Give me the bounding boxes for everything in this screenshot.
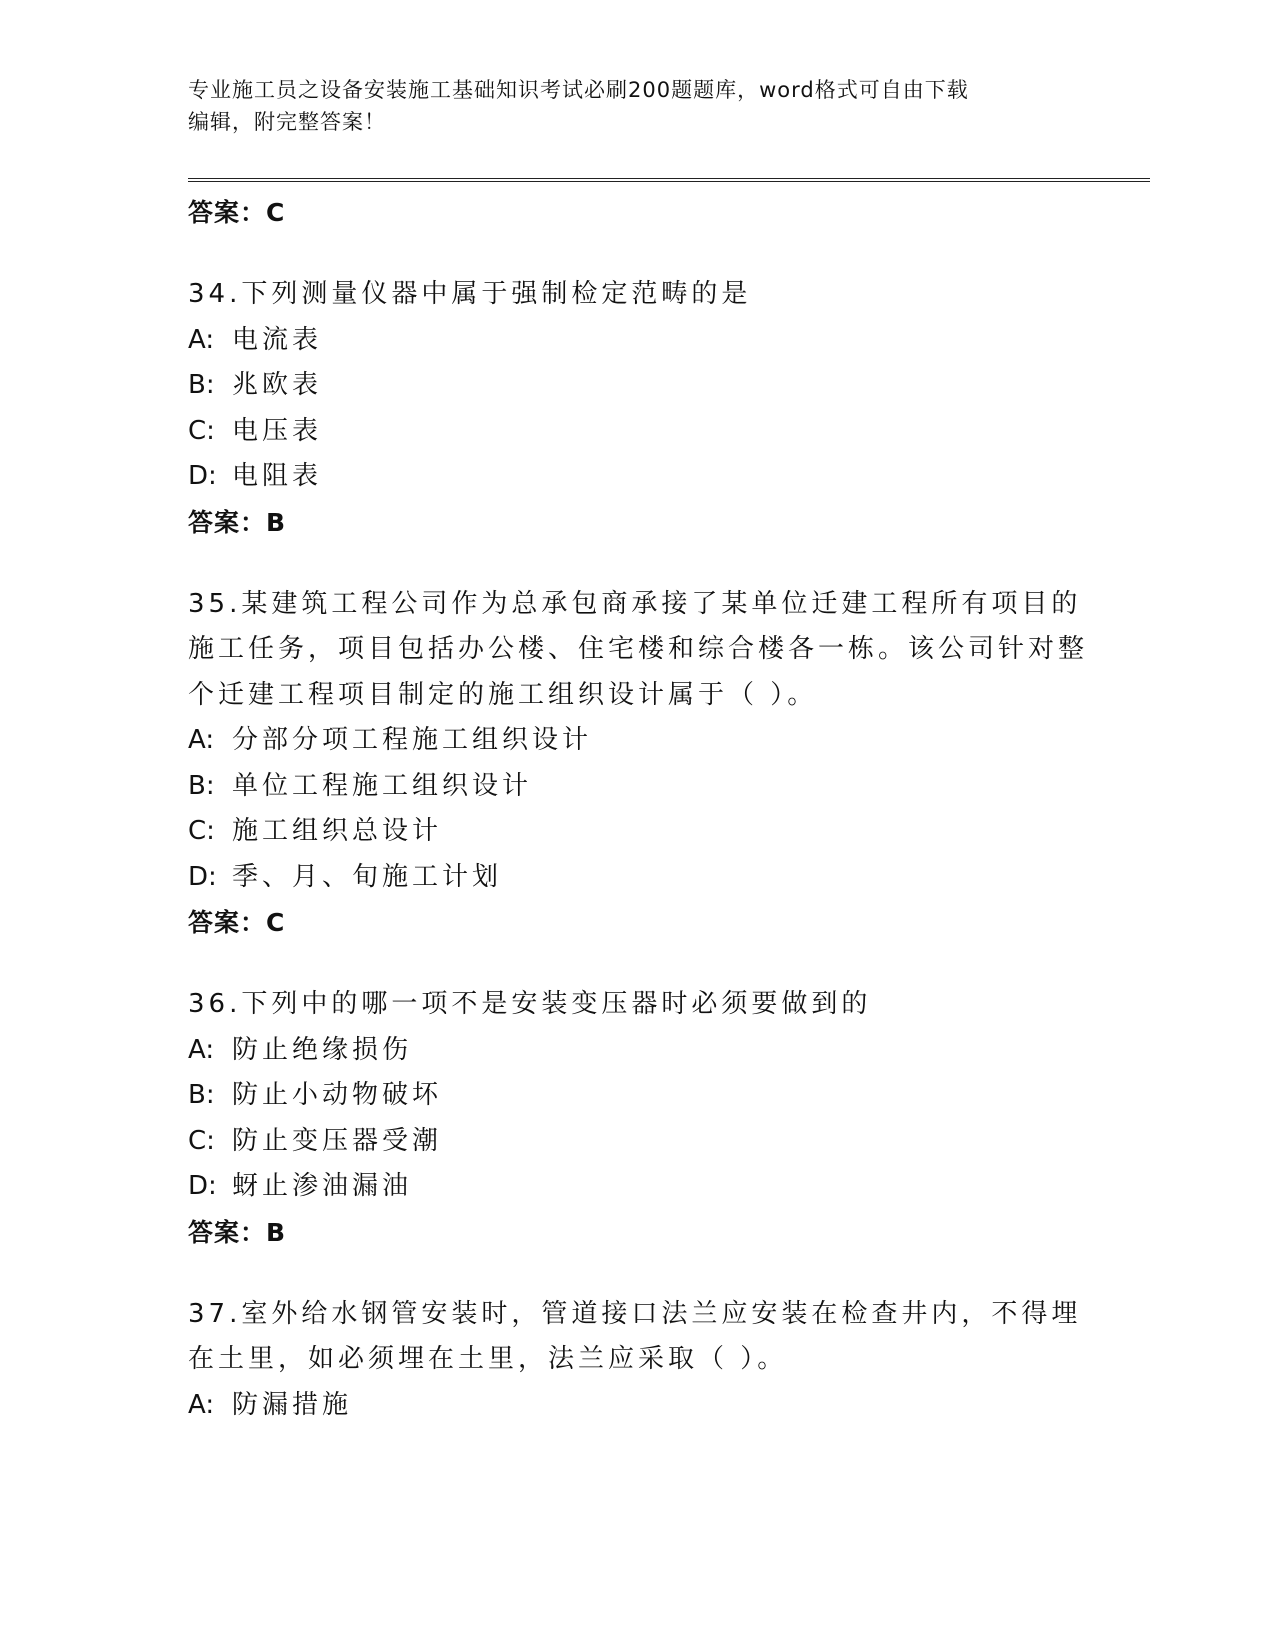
option-letter: C:: [188, 415, 215, 446]
option-letter: A:: [188, 1389, 215, 1420]
question-text: 37.室外给水钢管安装时，管道接口法兰应安装在检查井内，不得埋在土里，如必须埋在土里，法兰应采取（ ）。: [188, 1298, 1082, 1374]
answer-line: 答案：B: [188, 507, 287, 537]
option-c: [188, 409, 1088, 455]
option-letter: B:: [188, 770, 215, 801]
question-text: 36.下列中的哪一项不是安装变压器时必须要做到的: [188, 989, 872, 1019]
option-d: [188, 1164, 1088, 1210]
header-divider: [188, 178, 1150, 182]
option-text: 防漏措施: [232, 1389, 353, 1420]
option-text: 电压表: [232, 415, 323, 446]
option-c: [188, 1119, 1088, 1165]
option-letter: C:: [188, 816, 215, 846]
option-text: 分部分项工程施工组织设计: [232, 725, 593, 755]
option-a: [188, 1383, 1088, 1429]
option-d: [188, 454, 1088, 500]
option-text: 施工组织总设计: [232, 816, 443, 846]
option-a: [188, 1028, 1088, 1074]
option-letter: C:: [188, 1125, 215, 1156]
option-text: 防止小动物破坏: [232, 1080, 443, 1110]
option-d: [188, 855, 1088, 901]
header-line-1: 专业施工员之设备安装施工基础知识考试必刷200题题库，word格式可自由下载: [188, 78, 969, 102]
question-35: [188, 582, 1088, 946]
option-letter: D:: [188, 1171, 217, 1201]
question-34: [188, 272, 1088, 545]
page-header: [188, 74, 1068, 138]
option-b: [188, 363, 1088, 409]
option-letter: D:: [188, 861, 217, 892]
option-text: 电流表: [232, 324, 323, 355]
option-text: 季、月、旬施工计划: [232, 861, 503, 892]
option-text: 防止绝缘损伤: [232, 1034, 413, 1065]
option-letter: A:: [188, 324, 215, 355]
option-a: [188, 718, 1088, 764]
option-text: 电阻表: [232, 461, 323, 491]
document-body: [188, 190, 1088, 1465]
option-letter: B:: [188, 1080, 215, 1110]
answer-line: 答案：C: [188, 198, 286, 227]
option-b: [188, 764, 1088, 810]
option-letter: A:: [188, 725, 215, 755]
question-text: 34.下列测量仪器中属于强制检定范畴的是: [188, 279, 752, 309]
option-letter: B:: [188, 370, 215, 400]
answer-line: 答案：B: [188, 1217, 287, 1247]
option-a: [188, 318, 1088, 364]
option-letter: A:: [188, 1034, 215, 1065]
option-letter: D:: [188, 461, 217, 491]
question-37: [188, 1292, 1088, 1429]
header-line-2: 编辑，附完整答案！: [188, 110, 386, 134]
question-text: 35.某建筑工程公司作为总承包商承接了某单位迁建工程所有项目的施工任务，项目包括办公楼、住宅楼和综合楼各一栋。该公司针对整个迁建工程项目制定的施工组织设计属于（ ）。: [188, 588, 1089, 710]
option-b: [188, 1073, 1088, 1119]
option-text: 蚜止渗油漏油: [232, 1171, 413, 1201]
option-text: 防止变压器受潮: [232, 1125, 443, 1156]
question-36: [188, 982, 1088, 1255]
answer-line: 答案：C: [188, 908, 286, 937]
option-text: 兆欧表: [232, 370, 323, 400]
option-text: 单位工程施工组织设计: [232, 770, 533, 801]
option-c: [188, 809, 1088, 855]
